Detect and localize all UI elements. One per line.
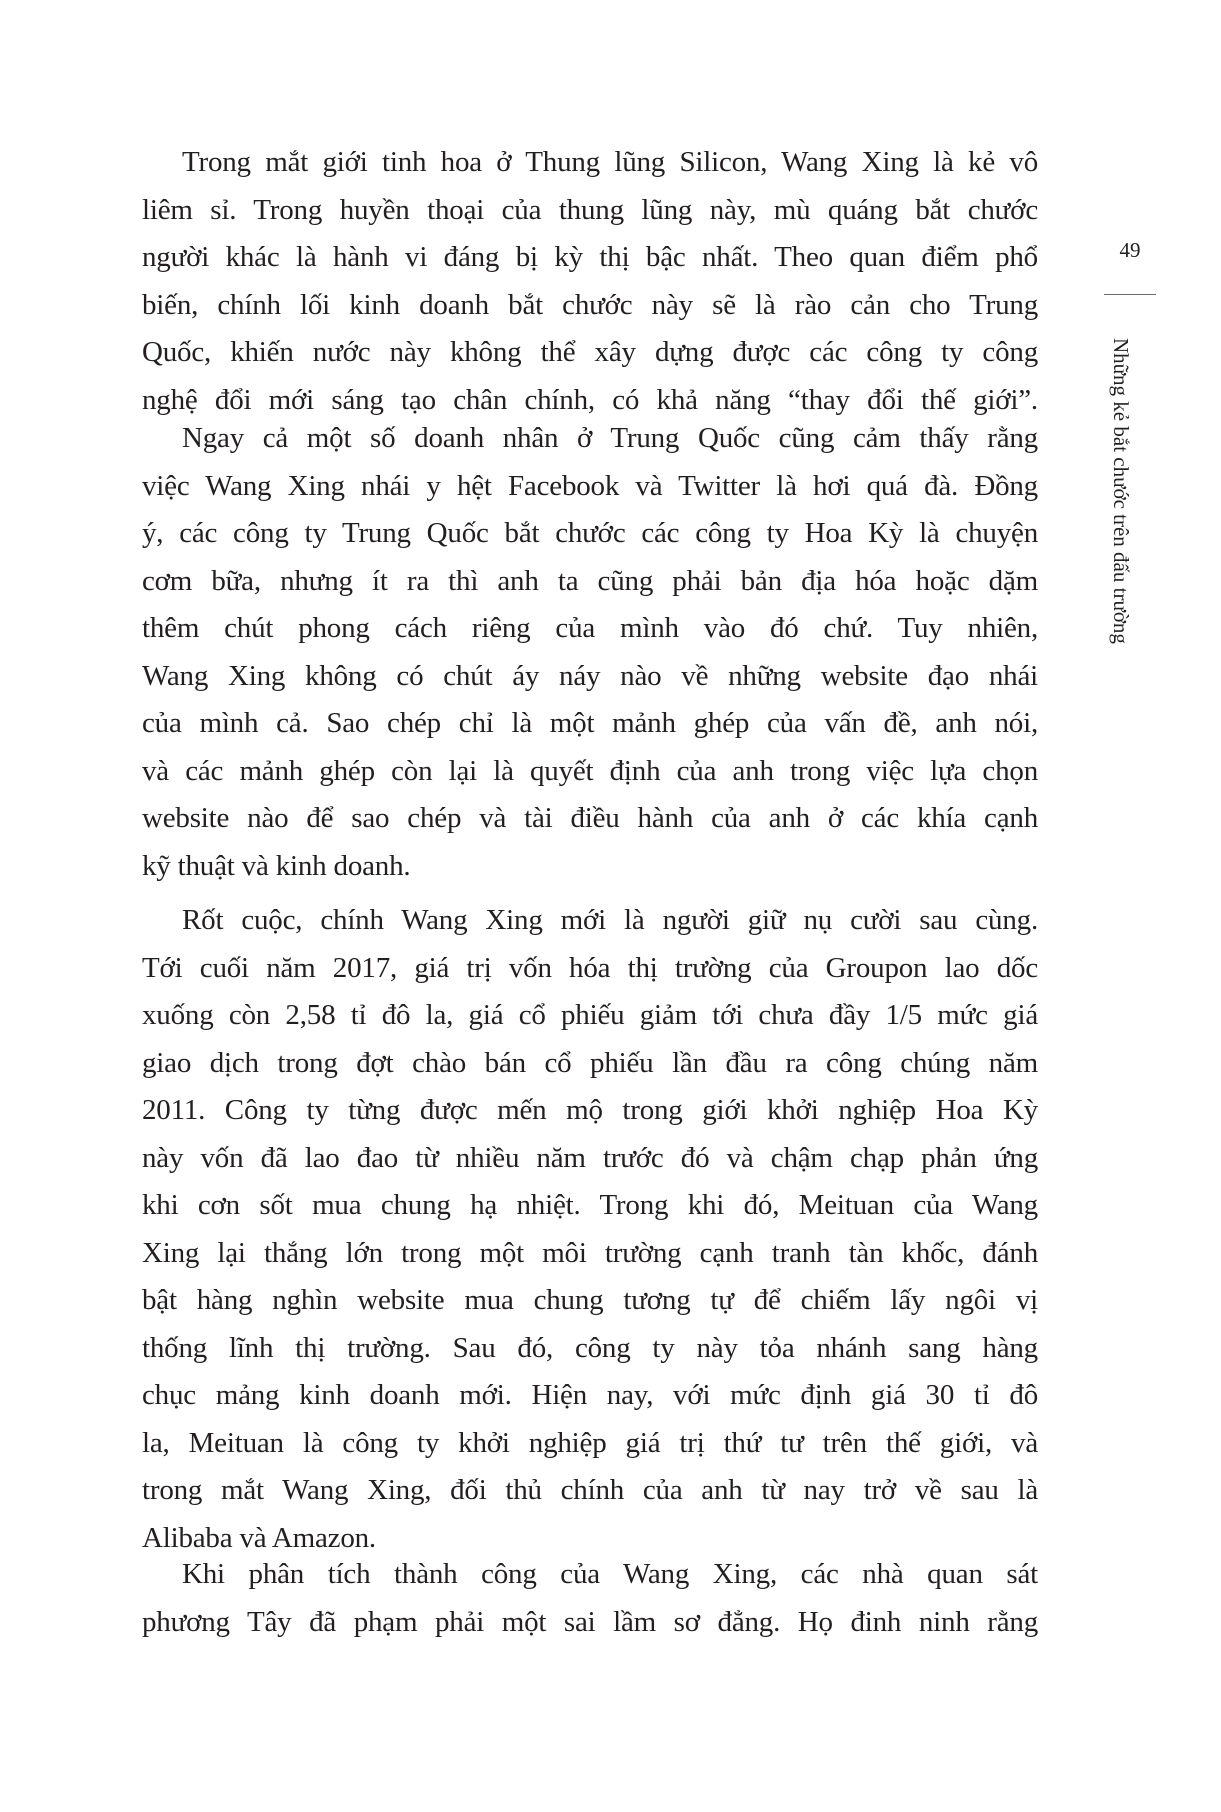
text-line: Trong mắt giới tinh hoa ở Thung lũng Silicon, Wang Xing là kẻ vô (182, 146, 1038, 178)
text-line: biến, chính lối kinh doanh bắt chước này sẽ là rào cản cho Trung (142, 288, 1038, 321)
text-line: Alibaba và Amazon. (142, 1521, 376, 1554)
text-line: 2011. Công ty từng được mến mộ trong giới khởi nghiệp Hoa Kỳ (142, 1094, 1038, 1126)
text-line: của mình cả. Sao chép chỉ là một mảnh ghép của vấn đề, anh nói, (142, 707, 1038, 739)
text-line: Rốt cuộc, chính Wang Xing mới là người giữ nụ cười sau cùng. (182, 904, 1038, 936)
text-line: Khi phân tích thành công của Wang Xing, các nhà quan sát (182, 1558, 1038, 1590)
text-line: trong mắt Wang Xing, đối thủ chính của anh từ nay trở về sau là (142, 1474, 1038, 1506)
paragraph-1 (142, 139, 1038, 424)
text-line: nghệ đổi mới sáng tạo chân chính, có khả năng “thay đổi thế giới”. (142, 383, 1038, 416)
text-line: Ngay cả một số doanh nhân ở Trung Quốc cũng cảm thấy rằng (182, 422, 1038, 454)
text-line: Xing lại thắng lớn trong một môi trường cạnh tranh tàn khốc, đánh (142, 1236, 1038, 1269)
text-line: thống lĩnh thị trường. Sau đó, công ty này tỏa nhánh sang hàng (142, 1331, 1038, 1364)
text-line: cơm bữa, nhưng ít ra thì anh ta cũng phải bản địa hóa hoặc dặm (142, 564, 1038, 597)
text-line: và các mảnh ghép còn lại là quyết định của anh trong việc lựa chọn (142, 754, 1038, 787)
text-line: Wang Xing không có chút áy náy nào về những website đạo nhái (142, 659, 1038, 692)
text-line: Quốc, khiến nước này không thể xây dựng được các công ty công (142, 336, 1038, 368)
folio-divider (1104, 294, 1156, 295)
running-head (1106, 338, 1136, 738)
text-line: Tới cuối năm 2017, giá trị vốn hóa thị trường của Groupon lao dốc (142, 951, 1038, 984)
text-line: xuống còn 2,58 tỉ đô la, giá cổ phiếu giảm tới chưa đầy 1/5 mức giá (142, 999, 1038, 1031)
text-line: liêm sỉ. Trong huyền thoại của thung lũng này, mù quáng bắt chước (142, 193, 1038, 226)
text-line: người khác là hành vi đáng bị kỳ thị bậc nhất. Theo quan điểm phổ (142, 241, 1038, 273)
paragraph-3 (142, 897, 1038, 1562)
paragraph-4 (142, 1551, 1038, 1646)
text-line: la, Meituan là công ty khởi nghiệp giá trị thứ tư trên thế giới, và (142, 1426, 1038, 1459)
text-line: website nào để sao chép và tài điều hành của anh ở các khía cạnh (142, 802, 1038, 834)
paragraph-2 (142, 415, 1038, 890)
text-line: ý, các công ty Trung Quốc bắt chước các công ty Hoa Kỳ là chuyện (142, 517, 1038, 549)
text-line: chục mảng kinh doanh mới. Hiện nay, với mức định giá 30 tỉ đô (142, 1379, 1038, 1411)
running-head-text: Những kẻ bắt chước trên đấu trường (1109, 338, 1133, 644)
text-line: này vốn đã lao đao từ nhiều năm trước đó và chậm chạp phản ứng (142, 1141, 1038, 1174)
page-number: 49 (1119, 238, 1141, 262)
text-line: giao dịch trong đợt chào bán cổ phiếu lần đầu ra công chúng năm (142, 1046, 1038, 1079)
text-line: khi cơn sốt mua chung hạ nhiệt. Trong khi đó, Meituan của Wang (142, 1189, 1038, 1221)
text-line: thêm chút phong cách riêng của mình vào đó chứ. Tuy nhiên, (142, 612, 1038, 644)
text-line: việc Wang Xing nhái y hệt Facebook và Twitter là hơi quá đà. Đồng (142, 469, 1038, 502)
text-line: bật hàng nghìn website mua chung tương tự để chiếm lấy ngôi vị (142, 1284, 1038, 1316)
text-line: kỹ thuật và kinh doanh. (142, 849, 411, 882)
text-line: phương Tây đã phạm phải một sai lầm sơ đẳng. Họ đinh ninh rằng (142, 1605, 1038, 1638)
